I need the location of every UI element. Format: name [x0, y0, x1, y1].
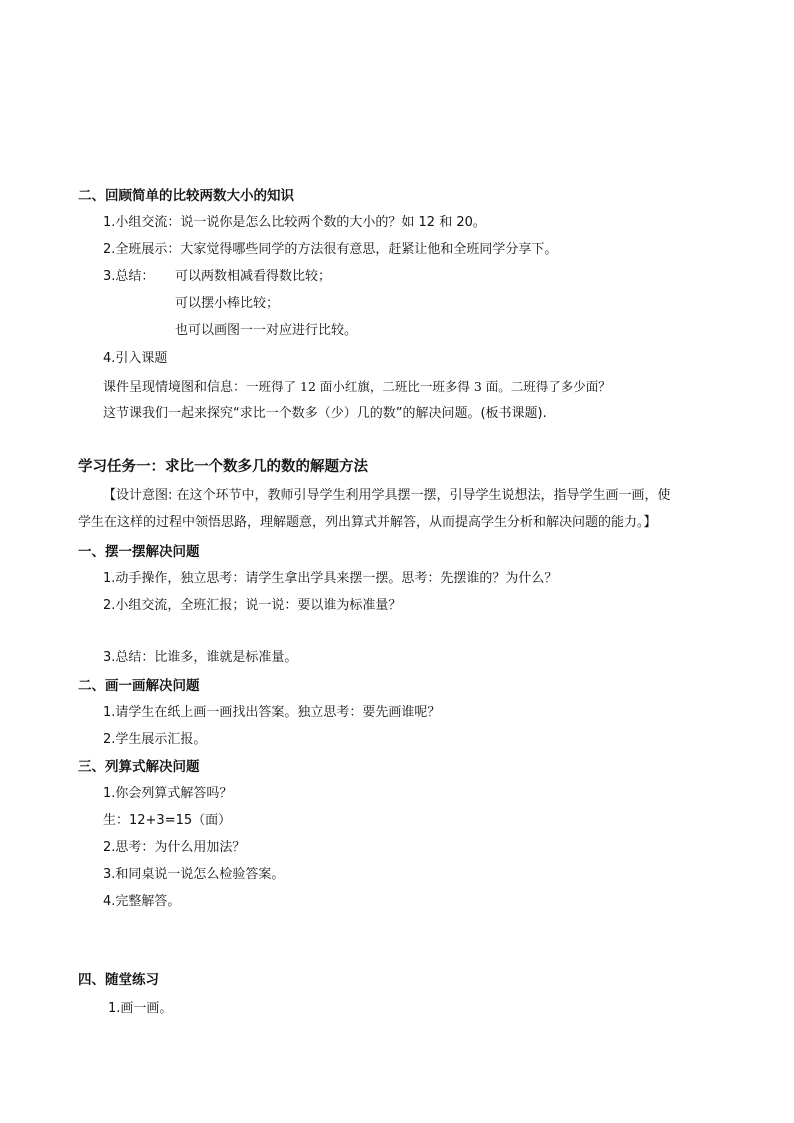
- section-heading-review: 二、回顾简单的比较两数大小的知识: [78, 188, 294, 204]
- part-heading-practice: 四、随堂练习: [78, 972, 159, 988]
- lesson-intro: 这节课我们一起来探究“求比一个数多（少）几的数”的解决问题。(板书课题).: [103, 406, 547, 421]
- list-item: 2.学生展示汇报。: [103, 732, 207, 747]
- list-item: 2.思考：为什么用加法？: [103, 840, 246, 855]
- summary-line: 可以两数相减看得数比较；: [175, 269, 332, 284]
- list-item: 3.和同桌说一说怎么检验答案。: [103, 867, 285, 882]
- list-item: 1.请学生在纸上画一画找出答案。独立思考：要先画谁呢？: [103, 705, 441, 720]
- part-heading-equation: 三、列算式解决问题: [78, 759, 200, 775]
- list-item: 4.完整解答。: [103, 894, 181, 909]
- list-item: 3.总结：比谁多，谁就是标准量。: [103, 650, 298, 665]
- task-title: 学习任务一：求比一个数多几的数的解题方法: [78, 459, 368, 475]
- courseware-line: [103, 377, 611, 398]
- list-item: 2.全班展示：大家觉得哪些同学的方法很有意思，赶紧让他和全班同学分享下。: [103, 242, 558, 257]
- part-heading-draw: 二、画一画解决问题: [78, 678, 200, 694]
- design-intent-line: 【设计意图: 在这个环节中，教师引导学生利用学具摆一摆，引导学生说想法，指导学生画一画，使: [103, 488, 671, 503]
- part-heading-arrange: 一、摆一摆解决问题: [78, 544, 200, 560]
- list-item: 1.画一画。: [108, 1001, 173, 1016]
- list-item: 1.动手操作，独立思考：请学生拿出学具来摆一摆。思考：先摆谁的？为什么？: [103, 571, 558, 586]
- list-item: 2.小组交流，全班汇报；说一说：要以谁为标准量？: [103, 598, 402, 613]
- student-answer: 生：12+3=15（面）: [103, 813, 232, 828]
- design-intent-line: 学生在这样的过程中领悟思路，理解题意，列出算式并解答，从而提高学生分析和解决问题的能力。】: [78, 515, 657, 530]
- summary-line: 可以摆小棒比较；: [175, 296, 280, 311]
- list-item: 4.引入课题: [103, 351, 168, 366]
- courseware-problem-text: 一班得了 12 面小红旗，二班比一班多得 3 面。二班得了多少面？: [246, 379, 611, 394]
- summary-line: 也可以画图一一对应进行比较。: [175, 323, 358, 338]
- list-item: 1.你会列算式解答吗？: [103, 786, 233, 801]
- courseware-label: 课件呈现情境图和信息：: [103, 380, 247, 395]
- list-item: 1.小组交流：说一说你是怎么比较两个数的大小的？如 12 和 20。: [103, 215, 486, 230]
- list-item-label: 3.总结：: [103, 269, 155, 284]
